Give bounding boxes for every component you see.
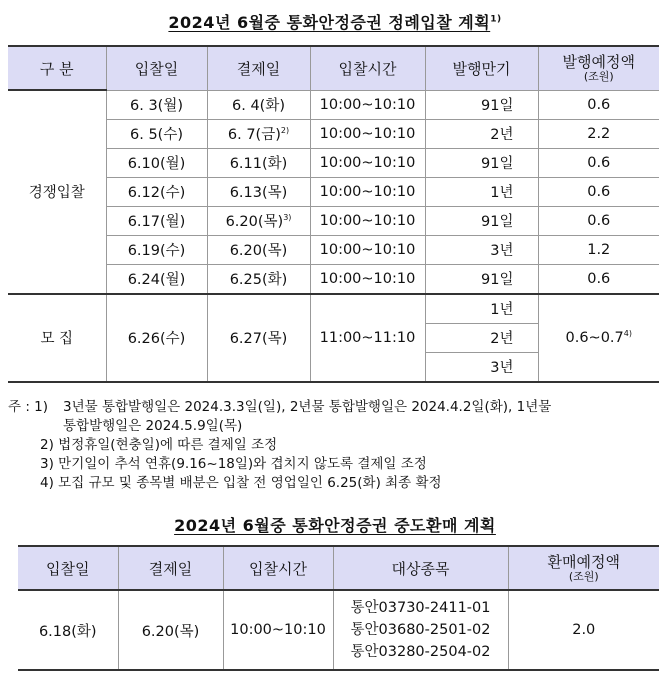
header-maturity: 발행만기: [425, 46, 538, 90]
header-amount: [508, 546, 659, 590]
footnote-3: 3) 만기일이 추석 연휴(9.16~18일)와 겹치지 않도록 결제일 조정: [40, 456, 427, 472]
maturity: 91일: [425, 90, 538, 119]
footnote-1-text: 3년물 통합발행일은 2024.3.3일(일), 2년물 통합발행일은 2024.4.2일(화), 1년물: [63, 399, 552, 415]
amount: 0.6: [538, 206, 659, 235]
header-target: 대상종목: [333, 546, 508, 590]
table-row: [8, 235, 659, 264]
table-row: [8, 206, 659, 235]
table-row: [8, 90, 659, 119]
note-ref: 4): [623, 329, 632, 339]
maturity: 2년: [425, 323, 538, 352]
maturity: 91일: [425, 148, 538, 177]
header-bid-time: 입찰시간: [310, 46, 425, 90]
table-row: [8, 294, 659, 324]
footnotes: [8, 398, 668, 493]
table-row: [18, 590, 659, 670]
bid-time: 10:00~10:10: [310, 90, 425, 119]
maturity: 3년: [425, 352, 538, 382]
header-settle-date: 결제일: [118, 546, 223, 590]
header-amount-label: 발행예정액: [562, 53, 635, 72]
amount: 0.6: [538, 90, 659, 119]
footnote-lead: 주 : 1): [8, 399, 49, 415]
bid-date: 6.19(수): [106, 235, 207, 264]
maturity: 2년: [425, 119, 538, 148]
bid-date: 6.26(수): [106, 294, 207, 382]
plan2-title-text: 2024년 6월중 통화안정증권 중도환매 계획: [174, 516, 496, 535]
bid-time: 10:00~10:10: [310, 235, 425, 264]
plan1-title: [0, 10, 670, 33]
amount: 2.2: [538, 119, 659, 148]
table-header-row: [18, 546, 659, 590]
maturity: 91일: [425, 206, 538, 235]
footnote-1: [8, 398, 668, 417]
bid-date: 6.12(수): [106, 177, 207, 206]
amount: 0.6: [538, 148, 659, 177]
header-amount-label: 환매예정액: [547, 553, 620, 571]
buyback-plan-table: [18, 545, 659, 671]
target-bonds: [333, 590, 508, 670]
group-subscription-label: 모 집: [8, 294, 106, 382]
footnote-4: 4) 모집 규모 및 종목별 배분은 입찰 전 영업일인 6.25(화) 최종 확정: [40, 475, 442, 491]
bid-time: 10:00~10:10: [223, 590, 333, 670]
amount: 0.6~0.7$^{4)}$: [538, 294, 659, 382]
plan2-title: [0, 513, 670, 536]
settle-date: 6.27(목): [207, 294, 310, 382]
amount: 1.2: [538, 235, 659, 264]
plan1-title-text: 2024년 6월중 통화안정증권 정례입찰 계획: [168, 13, 491, 32]
settle-date: 6. 7(금)$^{2)}$: [207, 119, 310, 148]
table-row: [8, 119, 659, 148]
maturity: 3년: [425, 235, 538, 264]
bid-date: 6. 3(월): [106, 90, 207, 119]
settle-date: 6. 4(화): [207, 90, 310, 119]
footnote-2: 2) 법정휴일(현충일)에 따른 결제일 조정: [40, 437, 278, 453]
settle-date: 6.20(목): [207, 235, 310, 264]
bond-item: 통안03680-2501-02: [350, 622, 491, 638]
header-amount-unit: (조원): [568, 570, 599, 583]
bid-time: 10:00~10:10: [310, 177, 425, 206]
bid-time: 10:00~10:10: [310, 264, 425, 294]
amount: 0.6: [538, 264, 659, 294]
bond-item: 통안03730-2411-01: [350, 600, 491, 616]
bid-date: 6.24(월): [106, 264, 207, 294]
bond-item: 통안03280-2504-02: [350, 644, 491, 660]
settle-date: 6.20(목)$^{3)}$: [207, 206, 310, 235]
table-row: [8, 264, 659, 294]
bid-time: 10:00~10:10: [310, 206, 425, 235]
maturity: 91일: [425, 264, 538, 294]
maturity: 1년: [425, 294, 538, 324]
settle-date: 6.25(화): [207, 264, 310, 294]
table-header-row: [8, 46, 659, 90]
header-settle-date: 결제일: [207, 46, 310, 90]
bid-time: 10:00~10:10: [310, 119, 425, 148]
amount: 2.0: [508, 590, 659, 670]
settle-date: 6.13(목): [207, 177, 310, 206]
settle-date: 6.11(화): [207, 148, 310, 177]
header-bid-date: 입찰일: [18, 546, 118, 590]
note-ref: 3): [283, 213, 292, 223]
note-ref: 2): [280, 126, 290, 136]
header-bid-time: 입찰시간: [223, 546, 333, 590]
bid-date: 6. 5(수): [106, 119, 207, 148]
header-bid-date: 입찰일: [106, 46, 207, 90]
footnote-1-cont: 통합발행일은 2024.5.9일(목): [63, 418, 243, 434]
header-amount: [538, 46, 659, 90]
group-competitive-label: 경쟁입찰: [8, 90, 106, 294]
bid-date: 6.10(월): [106, 148, 207, 177]
bid-time: 10:00~10:10: [310, 148, 425, 177]
maturity: 1년: [425, 177, 538, 206]
settle-date: 6.20(목): [118, 590, 223, 670]
bid-date: 6.18(화): [18, 590, 118, 670]
plan1-title-note: 1): [490, 14, 502, 25]
issuance-plan-table: [8, 45, 659, 383]
header-amount-unit: (조원): [583, 70, 614, 84]
bid-date: 6.17(월): [106, 206, 207, 235]
header-category: 구 분: [8, 46, 106, 90]
table-row: [8, 177, 659, 206]
amount: 0.6: [538, 177, 659, 206]
table-row: [8, 148, 659, 177]
bid-time: 11:00~11:10: [310, 294, 425, 382]
